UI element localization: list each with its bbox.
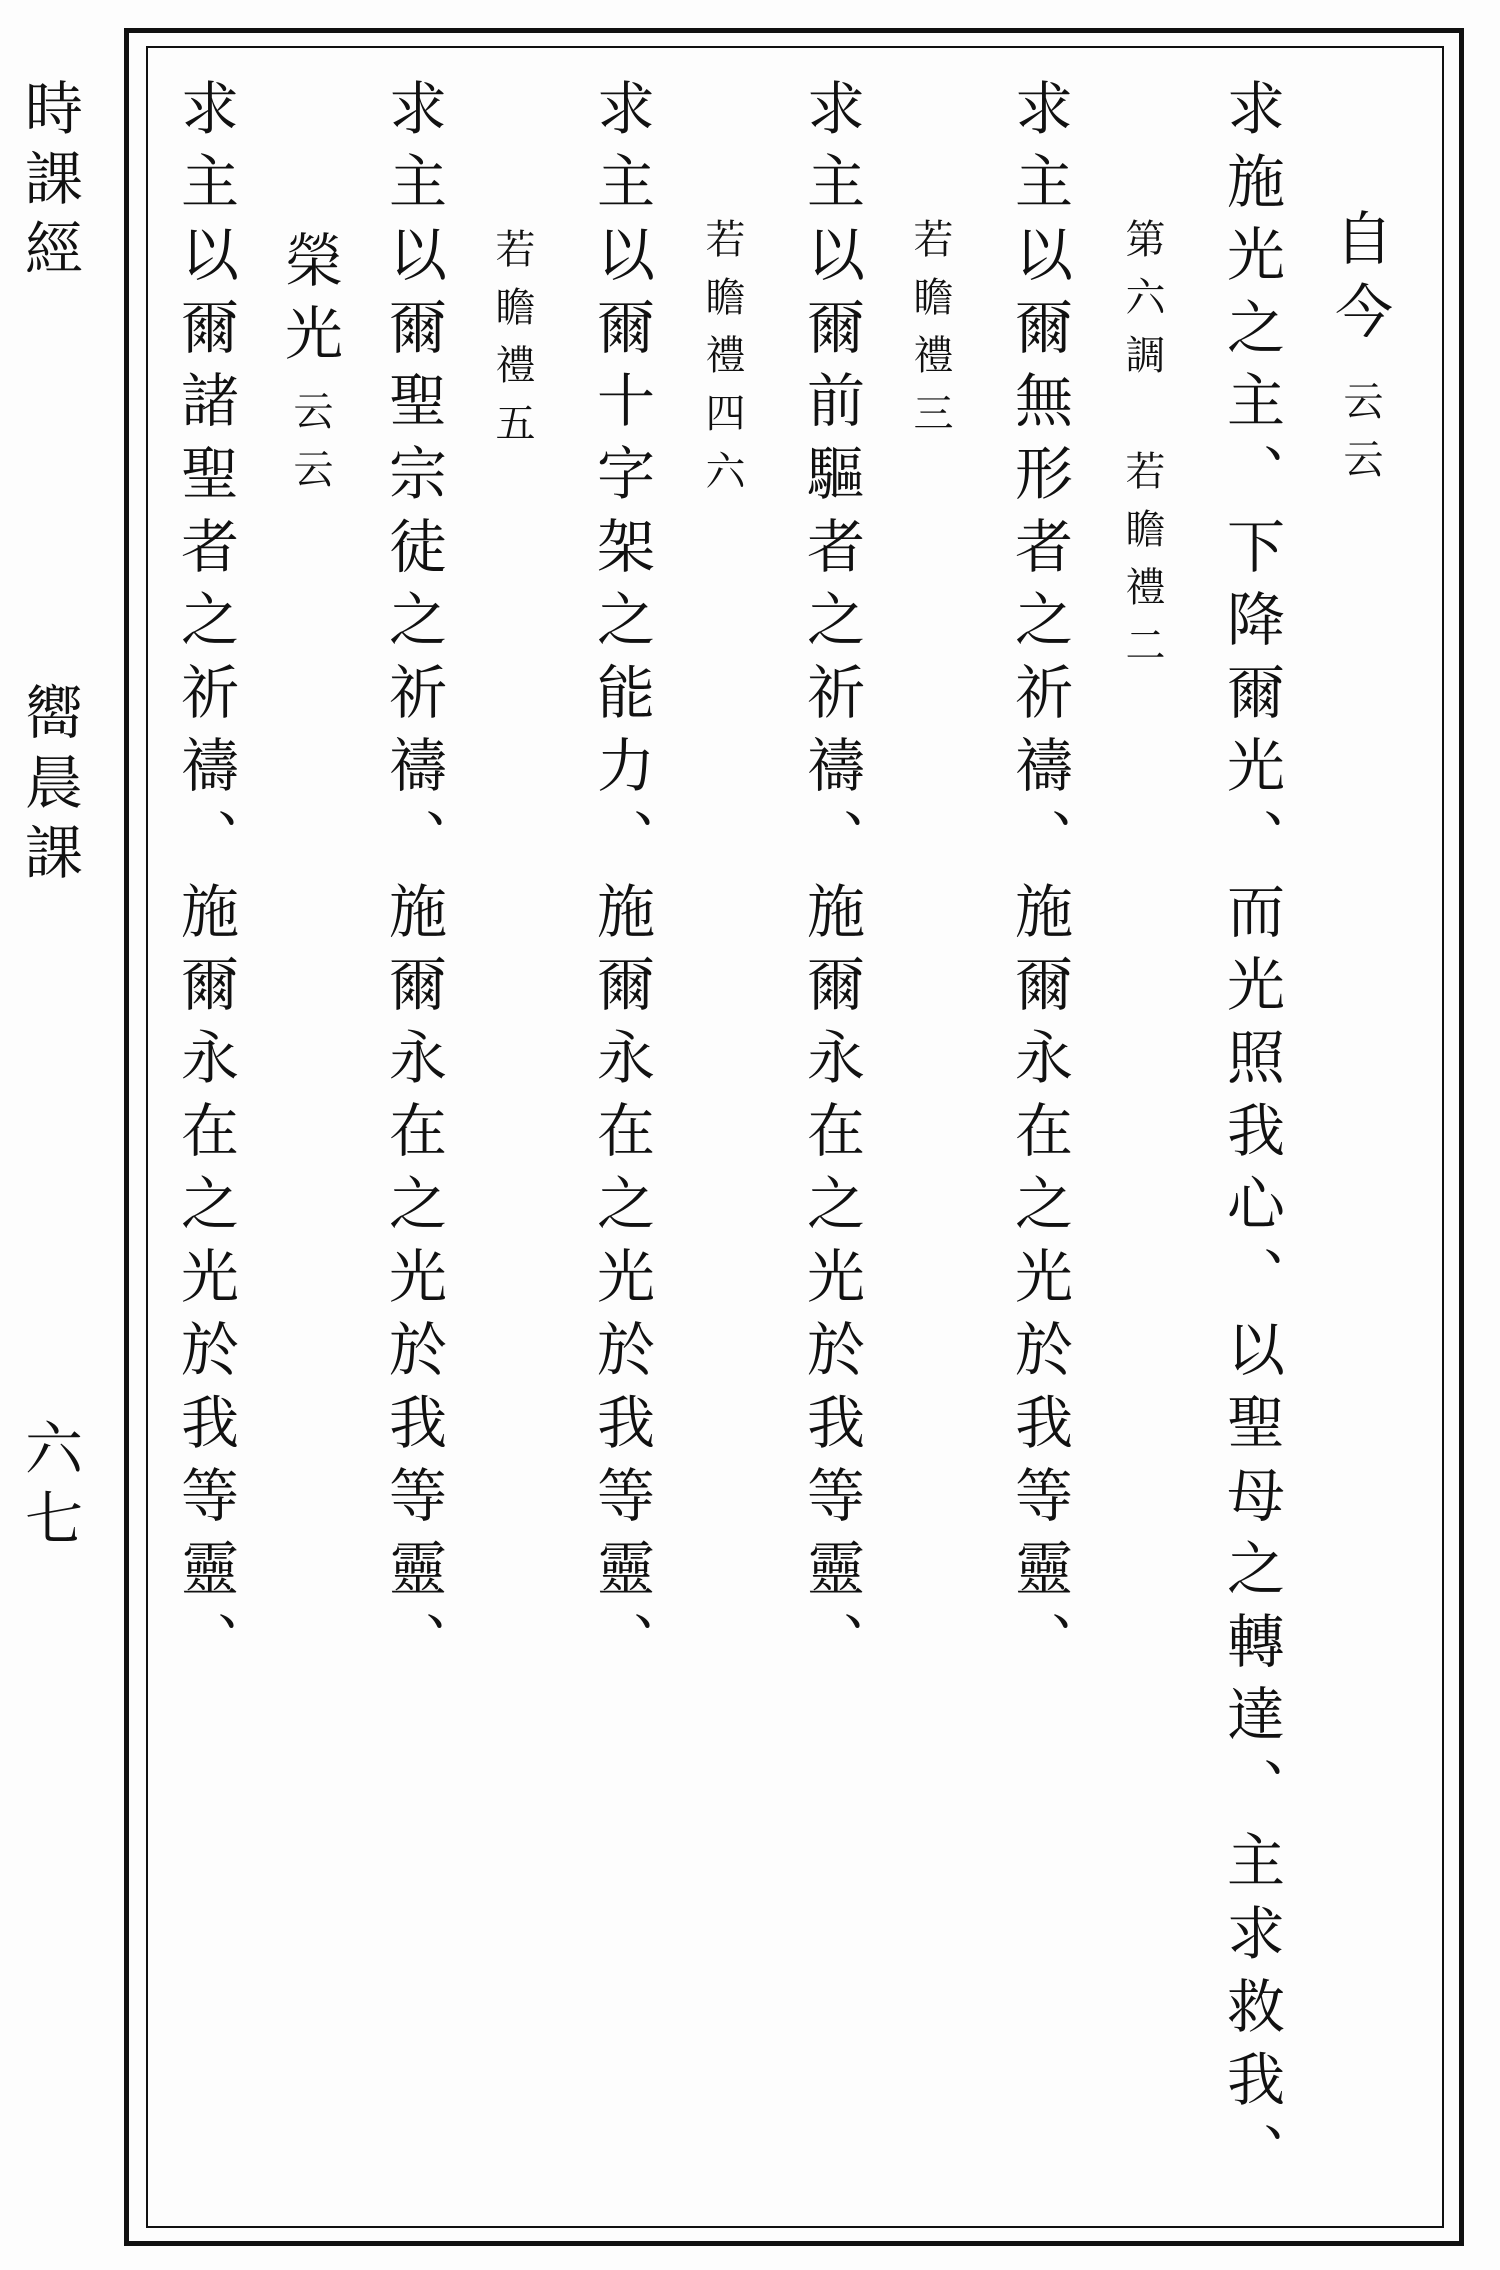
column-8-text: 求主以爾十字架之能力、施爾永在之光於我等靈、 [587,78,655,1684]
column-1-heading: 自今 [1325,208,1393,354]
column-6-text: 求主以爾前驅者之祈禱、施爾永在之光於我等靈、 [797,78,865,1684]
column-10-text: 求主以爾聖宗徒之祈禱、施爾永在之光於我等靈、 [379,78,447,1684]
column-1-annotation: 云云 [1337,380,1383,496]
column-4-text: 求主以爾無形者之祈禱、施爾永在之光於我等靈、 [1005,78,1073,1684]
column-5-rubric: 若瞻禮三 [907,218,953,450]
column-2-text: 求施光之主、下降爾光、而光照我心、以聖母之轉達、主求救我、 [1217,78,1285,2195]
column-3-rubric: 第六調 若瞻禮二 [1119,218,1165,682]
column-12-text: 求主以爾諸聖者之祈禱、施爾永在之光於我等靈、 [171,78,239,1684]
column-9-rubric: 若瞻禮五 [489,228,535,460]
book-title: 時課經 [15,78,83,288]
column-11-heading: 榮光 [275,230,343,376]
column-11-annotation: 云云 [287,390,333,506]
column-7-rubric: 若瞻禮四六 [699,218,745,508]
section-title: 嚮晨課 [15,682,83,892]
page-number: 六七 [15,1418,83,1558]
